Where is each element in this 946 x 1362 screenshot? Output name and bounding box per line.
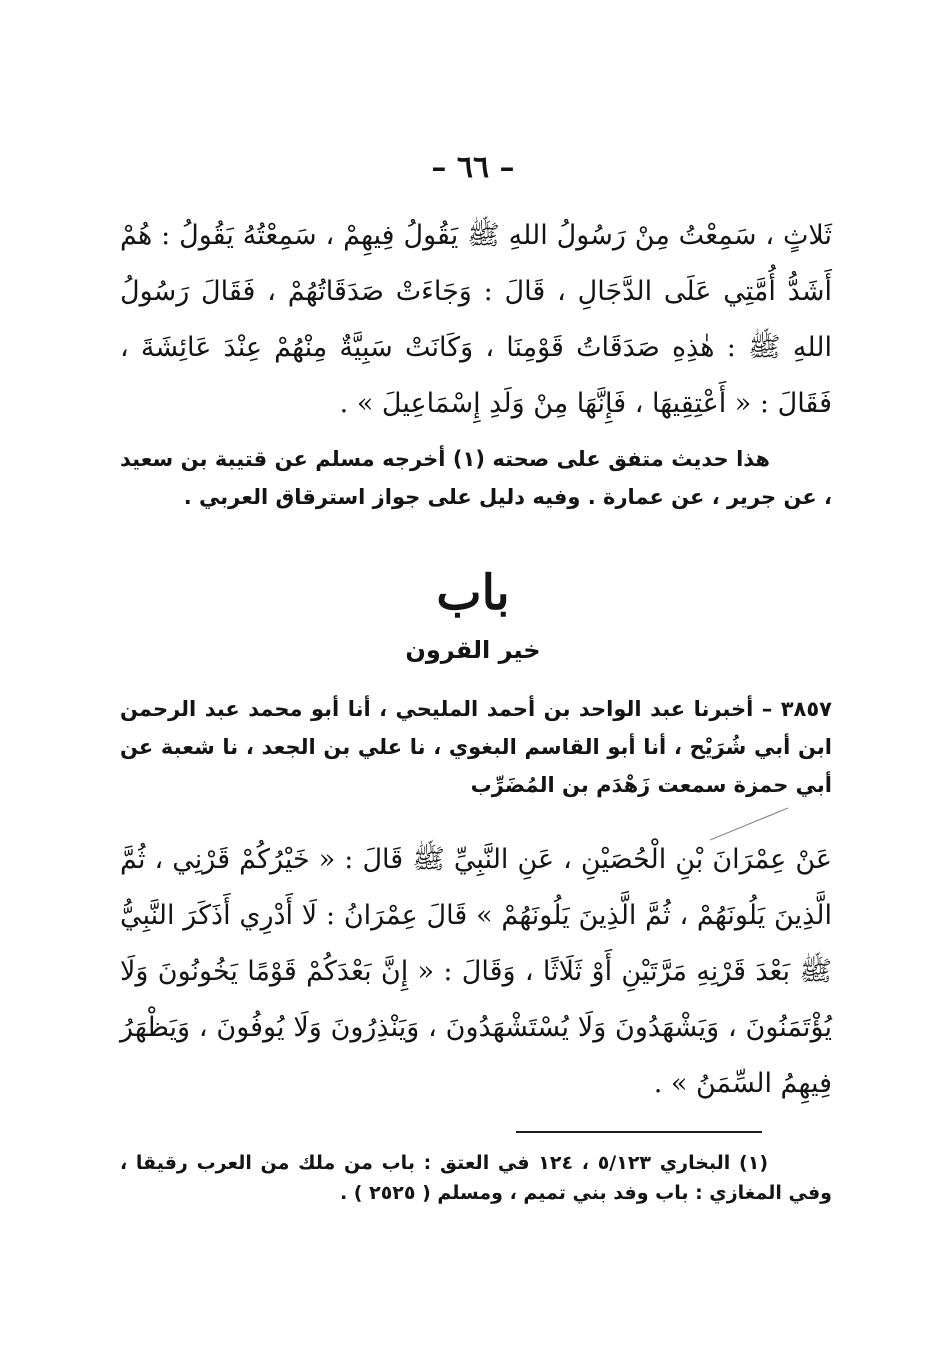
chapter-title: باب <box>436 565 510 621</box>
footnote: (١) البخاري ٥/١٢٣ ، ١٢٤ في العتق : باب من ملك من العرب رقيقا ، وفي المغازي : باب وفد بني تميم ، ومسلم ( ٢٥٢٥ ) . <box>120 1152 832 1204</box>
hadith-commentary: هذا حديث متفق على صحته (١) أخرجه مسلم عن قتيبة بن سعيد ، عن جرير ، عن عمارة . وفيه دليل على جواز استرقاق العربي . <box>120 447 832 509</box>
hadith-text-continued: ثَلاثٍ ، سَمِعْتُ مِنْ رَسُولُ اللهِ ﷺ يَقُولُ فِيهِمْ ، سَمِعْتُهُ يَقُولُ : هُمْ أَشَدُّ أُمَّتِي عَلَى الدَّجَالِ ، قَالَ : وَجَاءَتْ صَدَقَاتُهُمْ ، فَقَالَ رَسُولُ اللهِ ﷺ : هٰذِهِ صَدَقَاتُ قَوْمِنَا ، وَكَانَتْ سَبِيَّةٌ مِنْهُمْ عِنْدَ عَائِشَةَ ، فَقَالَ : « أَعْتِقِيهَا ، فَإِنَّهَا مِنْ وَلَدِ إِسْمَاعِيلَ » . <box>120 220 832 419</box>
page-number: – ٦٦ – <box>431 150 515 185</box>
chapter-subtitle: خير القرون <box>405 636 541 664</box>
hadith-isnad: ٣٨٥٧ – أخبرنا عبد الواحد بن أحمد المليحي ، أنا أبو محمد عبد الرحمن ابن أبي شُرَيْح ، أنا أبو القاسم البغوي ، نا علي بن الجعد ، نا شعبة عن أبي حمزة سمعت زَهْدَم بن المُضَرِّب <box>120 697 832 797</box>
footnote-divider <box>516 1131 762 1133</box>
hadith-text: عَنْ عِمْرَانَ بْنِ الْحُصَيْنِ ، عَنِ النَّبِيِّ ﷺ قَالَ : « خَيْرُكُمْ قَرْنِي ، ثُمَّ الَّذِينَ يَلُونَهُمْ ، ثُمَّ الَّذِينَ يَلُونَهُمْ » قَالَ عِمْرَانُ : لَا أَدْرِي أَذَكَرَ النَّبِيُّ ﷺ بَعْدَ قَرْنِهِ مَرَّتَيْنِ أَوْ ثَلَاثًا ، وَقَالَ : « إِنَّ بَعْدَكُمْ قَوْمًا يَخُونُونَ وَلَا يُؤْتَمَنُونَ ، وَيَشْهَدُونَ وَلَا يُسْتَشْهَدُونَ ، وَيَنْذِرُونَ وَلَا يُوفُونَ ، وَيَظْهَرُ فِيهِمُ السِّمَنُ » . <box>120 844 832 1099</box>
